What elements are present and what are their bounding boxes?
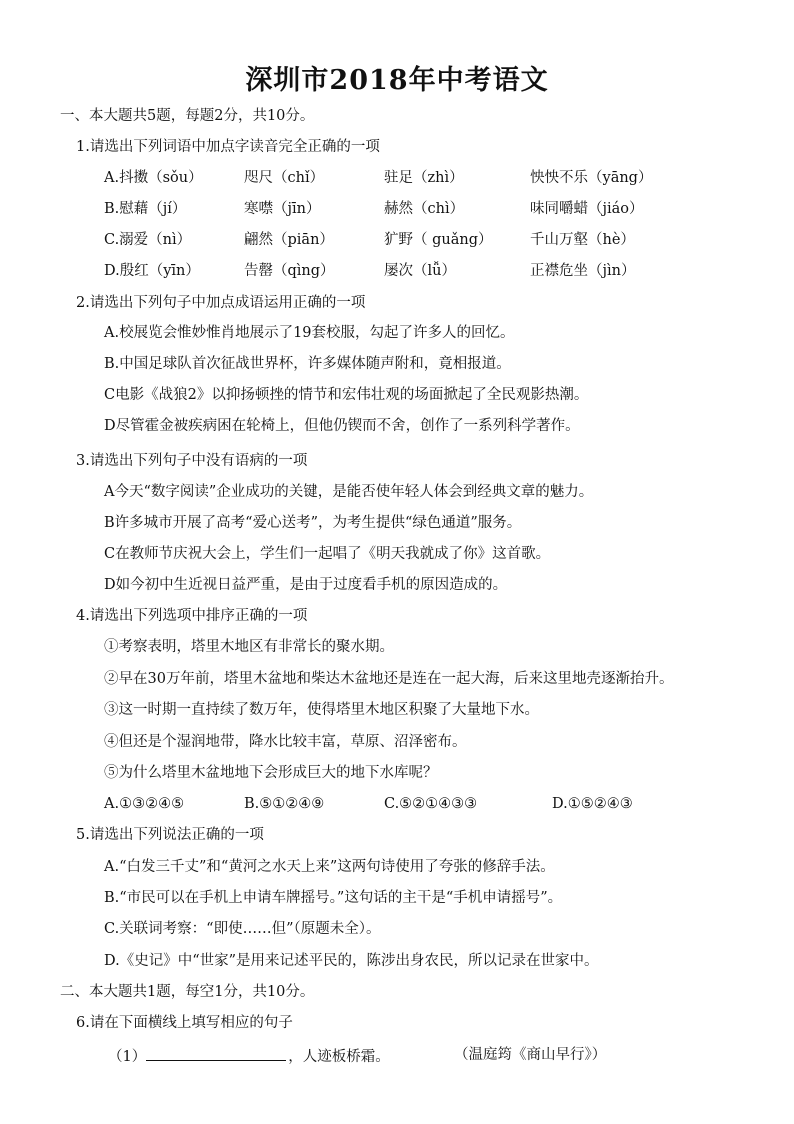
question-stem: 5.请选出下列说法正确的一项: [76, 827, 264, 843]
q1-option-cell: A.抖擞（sǒu）: [104, 170, 203, 186]
option-a: A今天“数字阅读”企业成功的关键，是能否使年轻人体会到经典文章的魅力。: [104, 484, 594, 500]
q1-option-cell: 翩然（piān）: [244, 232, 334, 248]
option-b: B.“市民可以在手机上申请车牌摇号。”这句话的主干是“手机申请摇号”。: [104, 890, 563, 906]
section-heading: 二、本大题共1题，每空1分，共10分。: [60, 984, 315, 1000]
item-label: （1）: [108, 1049, 147, 1065]
q1-option-cell: C.溺爱（nì）: [104, 232, 192, 248]
option-d: D如今初中生近视日益严重，是由于过度看手机的原因造成的。: [104, 577, 508, 593]
option-d: D.①⑤②④③: [552, 796, 633, 812]
option-d: D.《史记》中“世家”是用来记述平民的，陈涉出身农民，所以记录在世家中。: [104, 953, 599, 969]
q1-option-cell: 告罄（qìng）: [244, 263, 335, 279]
question-stem: 1.请选出下列词语中加点字读音完全正确的一项: [76, 139, 380, 155]
q1-option-cell: 驻足（zhì）: [384, 170, 464, 186]
item-text: ，人迹板桥霜。: [288, 1049, 390, 1065]
option-a: A.①③②④⑤: [104, 796, 185, 812]
answer-blank[interactable]: [146, 1046, 286, 1061]
fill-in-item: [108, 1046, 390, 1066]
question-stem: 4.请选出下列选项中排序正确的一项: [76, 608, 308, 624]
q1-option-cell: 味同嚼蜡（jiáo）: [530, 201, 644, 217]
q1-option-cell: 犷野（ guǎng）: [384, 232, 493, 248]
option-c: C.关联词考察：“即使……但”（原题未全）。: [104, 921, 381, 937]
option-c: C电影《战狼2》以抑扬顿挫的情节和宏伟壮观的场面掀起了全民观影热潮。: [104, 387, 589, 403]
section-heading: 一、本大题共5题，每题2分，共10分。: [60, 108, 315, 124]
option-d: D尽管霍金被疾病困在轮椅上，但他仍锲而不舍，创作了一系列科学著作。: [104, 418, 580, 434]
option-b: B许多城市开展了高考“爱心送考”，为考生提供“绿色通道”服务。: [104, 515, 522, 531]
question-stem: 3.请选出下列句子中没有语病的一项: [76, 453, 308, 469]
question-stem: 6.请在下面横线上填写相应的句子: [76, 1015, 293, 1031]
page-title: 深圳市2018年中考语文: [245, 65, 549, 96]
sentence-4: ④但还是个湿润地带，降水比较丰富，草原、沼泽密布。: [104, 734, 467, 750]
option-c: C.⑤②①④③③: [384, 796, 478, 812]
option-b: B.中国足球队首次征战世界杯，许多媒体随声附和，竟相报道。: [104, 356, 511, 372]
q1-option-cell: B.慰藉（jí）: [104, 201, 187, 217]
option-c: C在教师节庆祝大会上，学生们一起唱了《明天我就成了你》这首歌。: [104, 546, 551, 562]
question-stem: 2.请选出下列句子中加点成语运用正确的一项: [76, 295, 366, 311]
q1-option-cell: 正襟危坐（jìn）: [530, 263, 636, 279]
item-source: （温庭筠《商山早行》）: [454, 1047, 607, 1063]
q1-option-cell: 寒噤（jīn）: [244, 201, 321, 217]
sentence-5: ⑤为什么塔里木盆地地下会形成巨大的地下水库呢？: [104, 765, 438, 781]
sentence-1: ①考察表明，塔里木地区有非常长的聚水期。: [104, 639, 394, 655]
option-a: A.“白发三千丈”和“黄河之水天上来”这两句诗使用了夸张的修辞手法。: [104, 859, 555, 875]
option-b: B.⑤①②④⑨: [244, 796, 325, 812]
sentence-3: ③这一时期一直持续了数万年，使得塔里木地区积聚了大量地下水。: [104, 702, 539, 718]
q1-option-cell: 咫尺（chǐ）: [244, 170, 325, 186]
q1-option-cell: 千山万壑（hè）: [530, 232, 635, 248]
q1-option-cell: D.殷红（yīn）: [104, 263, 200, 279]
q1-option-cell: 屡次（lǚ）: [384, 263, 456, 279]
q1-option-cell: 赫然（chì）: [384, 201, 465, 217]
q1-option-cell: 怏怏不乐（yāng）: [530, 170, 653, 186]
sentence-2: ②早在30万年前，塔里木盆地和柴达木盆地还是连在一起大海，后来这里地壳逐渐抬升。: [104, 671, 674, 687]
option-a: A.校展览会惟妙惟肖地展示了19套校服，勾起了许多人的回忆。: [104, 325, 515, 341]
